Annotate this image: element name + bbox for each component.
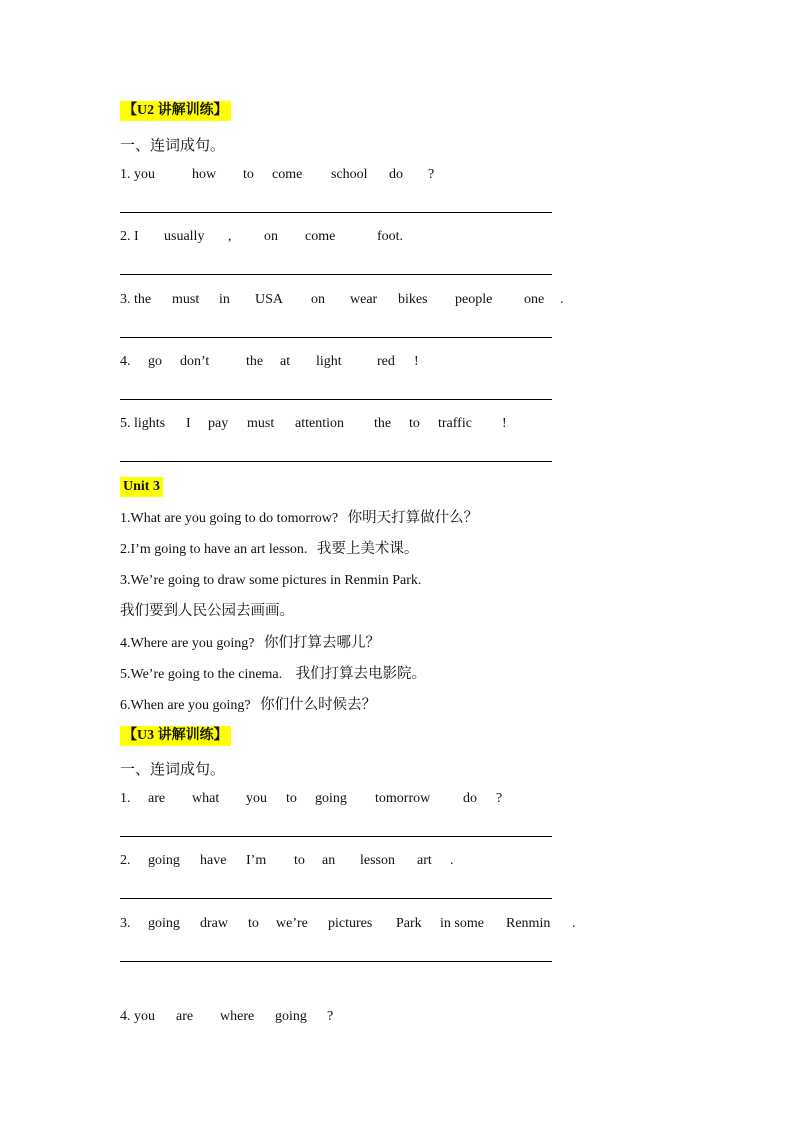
word: ? xyxy=(327,1009,334,1024)
word: to xyxy=(409,416,420,431)
word: Renmin xyxy=(506,916,551,931)
unit3-sentence-4 xyxy=(120,633,380,654)
sentence-en: 4.Where are you going? xyxy=(120,636,255,651)
word: where xyxy=(220,1009,255,1024)
word: how xyxy=(192,167,217,182)
word: come xyxy=(305,229,336,244)
word: 5. lights xyxy=(120,416,166,431)
answer-line[interactable] xyxy=(120,399,552,400)
word: Park xyxy=(396,916,422,931)
word: do xyxy=(463,791,477,806)
sentence-cn: 你们什么时候去？ xyxy=(260,697,377,713)
word: ? xyxy=(428,167,435,182)
word: art xyxy=(417,853,432,868)
word: pictures xyxy=(328,916,373,931)
unit3-sentence-3-translation xyxy=(120,601,294,622)
word: draw xyxy=(200,916,228,931)
word: an xyxy=(322,853,336,868)
sentence-cn: 我要上美术课。 xyxy=(316,541,419,557)
word: red xyxy=(377,354,395,369)
word: ! xyxy=(502,416,507,431)
unit3-sentence-3 xyxy=(120,570,421,591)
word: to xyxy=(294,853,305,868)
word: go xyxy=(148,354,162,369)
word: . xyxy=(560,292,564,307)
answer-line[interactable] xyxy=(120,212,552,213)
word: pay xyxy=(208,416,229,431)
unit3-sentence-2 xyxy=(120,539,418,560)
word: at xyxy=(280,354,291,369)
word: ! xyxy=(414,354,419,369)
word: what xyxy=(192,791,220,806)
word: , xyxy=(228,229,232,244)
word: 2. xyxy=(120,853,131,868)
u3-section-label xyxy=(120,726,231,746)
answer-line[interactable] xyxy=(120,898,552,899)
answer-line[interactable] xyxy=(120,836,552,837)
sentence-en: 1.What are you going to do tomorrow? xyxy=(120,511,339,526)
word: . xyxy=(572,916,576,931)
word: ? xyxy=(496,791,503,806)
word: foot. xyxy=(377,229,404,244)
word: 1. you xyxy=(120,167,155,182)
word: the xyxy=(246,354,264,369)
word: to xyxy=(243,167,254,182)
word: I’m xyxy=(246,853,267,868)
unit3-sentence-6 xyxy=(120,695,376,716)
word: on xyxy=(264,229,278,244)
word: one xyxy=(524,292,545,307)
word: 3. the xyxy=(120,292,152,307)
sentence-cn: 你明天打算做什么？ xyxy=(347,510,479,526)
sentence-cn: 我们打算去电影院。 xyxy=(295,666,427,682)
word: 3. xyxy=(120,916,131,931)
word: do xyxy=(389,167,403,182)
word: must xyxy=(247,416,275,431)
word: wear xyxy=(350,292,378,307)
answer-line[interactable] xyxy=(120,274,552,275)
word: going xyxy=(148,853,180,868)
word: people xyxy=(455,292,493,307)
word: to xyxy=(286,791,297,806)
word: 1. xyxy=(120,791,131,806)
word: the xyxy=(374,416,392,431)
word: must xyxy=(172,292,200,307)
word: are xyxy=(176,1009,194,1024)
sentence-en: 3.We’re going to draw some pictures in Renmin Park. xyxy=(120,573,422,588)
sentence-en: 6.When are you going? xyxy=(120,698,251,713)
sentence-cn: 你们打算去哪儿？ xyxy=(264,635,380,651)
u3-section-title: 一、连词成句。 xyxy=(120,760,226,778)
word: school xyxy=(331,167,368,182)
word: attention xyxy=(295,416,344,431)
word: going xyxy=(315,791,347,806)
unit3-sentence-5 xyxy=(120,664,426,685)
word: you xyxy=(246,791,267,806)
sentence-en: 5.We’re going to the cinema. xyxy=(120,667,283,682)
word: lesson xyxy=(360,853,395,868)
word: tomorrow xyxy=(375,791,431,806)
word: going xyxy=(275,1009,307,1024)
sentence-en: 2.I’m going to have an art lesson. xyxy=(120,542,308,557)
word: light xyxy=(316,354,342,369)
answer-line[interactable] xyxy=(120,461,552,462)
word: 4. xyxy=(120,354,131,369)
word: 4. you xyxy=(120,1009,155,1024)
word: on xyxy=(311,292,325,307)
highlighted-label: 【U3 讲解训练】 xyxy=(120,726,231,746)
word: going xyxy=(148,916,180,931)
word: we’re xyxy=(276,916,308,931)
word: traffic xyxy=(438,416,472,431)
word: come xyxy=(272,167,303,182)
highlighted-label: 【U2 讲解训练】 xyxy=(120,101,231,121)
word: in xyxy=(219,292,230,307)
word: usually xyxy=(164,229,205,244)
highlighted-label: Unit 3 xyxy=(120,477,163,497)
word: USA xyxy=(255,292,284,307)
word: don’t xyxy=(180,354,210,369)
word: have xyxy=(200,853,227,868)
word: 2. I xyxy=(120,229,139,244)
u2-section-label xyxy=(120,101,231,121)
answer-line[interactable] xyxy=(120,337,552,338)
word: I xyxy=(186,416,191,431)
word: in some xyxy=(440,916,484,931)
unit3-label xyxy=(120,477,163,497)
word: . xyxy=(450,853,454,868)
answer-line[interactable] xyxy=(120,961,552,962)
word: bikes xyxy=(398,292,428,307)
sentence-cn: 我们要到人民公园去画画。 xyxy=(120,603,294,619)
word: to xyxy=(248,916,259,931)
u2-section-title: 一、连词成句。 xyxy=(120,136,226,154)
word: are xyxy=(148,791,166,806)
unit3-sentence-1 xyxy=(120,508,478,529)
